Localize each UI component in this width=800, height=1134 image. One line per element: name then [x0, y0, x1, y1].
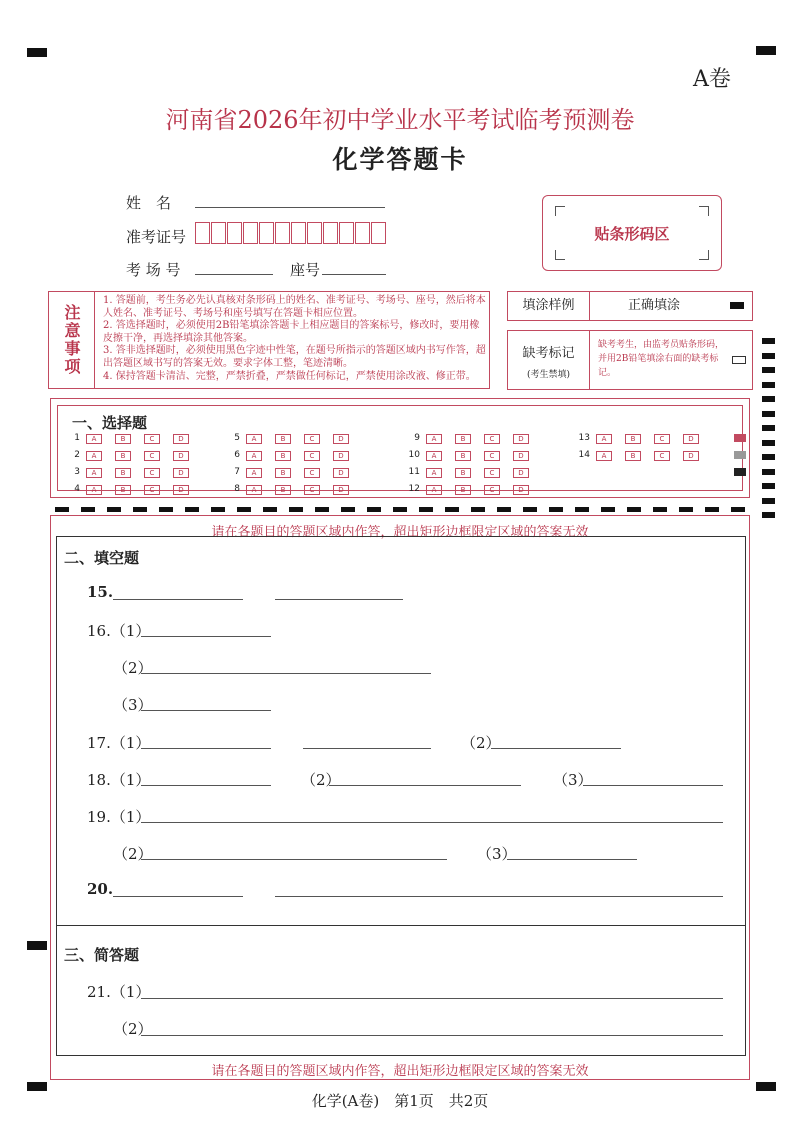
- mcq-question-number: 8: [234, 484, 240, 494]
- dash-mark: [393, 507, 407, 512]
- q20-label: 20.: [87, 880, 114, 898]
- dash-mark: [575, 507, 589, 512]
- dash-mark: [107, 507, 121, 512]
- q20-blank-1[interactable]: [113, 896, 243, 897]
- room-label: 考 场 号: [126, 261, 181, 279]
- dash-mark: [549, 507, 563, 512]
- mcq-option-bubble[interactable]: B: [625, 451, 641, 461]
- id-label: 准考证号: [126, 228, 187, 246]
- id-digit-box[interactable]: [259, 222, 274, 244]
- timing-mark: [762, 454, 775, 460]
- dash-mark: [445, 507, 459, 512]
- q17-1-blank-1[interactable]: [141, 748, 271, 749]
- timing-mark: [762, 425, 775, 431]
- notice-item: 3. 答非选择题时，必须使用黑色字迹中性笔，在题号所指示的答题区域内书写作答，超出答题区域书写的答案无效。要求字体工整，笔迹清晰。: [103, 345, 486, 369]
- mcq-option-bubble[interactable]: A: [426, 434, 442, 444]
- mcq-section: [50, 398, 750, 498]
- q18-1-label: 18.（1）: [87, 771, 151, 789]
- mcq-question-number: 11: [408, 467, 420, 477]
- mcq-option-bubble[interactable]: B: [275, 434, 291, 444]
- q18-2-blank[interactable]: [329, 785, 521, 786]
- notice-heading: 注意事项: [62, 304, 81, 376]
- mcq-option-bubble[interactable]: C: [144, 485, 160, 495]
- dash-mark: [133, 507, 147, 512]
- mcq-option-bubble[interactable]: C: [304, 451, 320, 461]
- mcq-option-bubble[interactable]: B: [455, 485, 471, 495]
- timing-mark: [762, 469, 775, 475]
- mcq-option-bubble[interactable]: B: [455, 451, 471, 461]
- fill-sample-label: 填涂样例: [508, 292, 590, 320]
- mcq-option-bubble[interactable]: B: [115, 468, 131, 478]
- mcq-option-bubble[interactable]: D: [513, 434, 529, 444]
- mcq-option-bubble[interactable]: A: [596, 434, 612, 444]
- mcq-question-number: 1: [74, 433, 80, 443]
- mcq-question-number: 6: [234, 450, 240, 460]
- mcq-option-bubble[interactable]: A: [426, 468, 442, 478]
- mcq-title: 一、选择题: [72, 414, 148, 432]
- dash-mark: [211, 507, 225, 512]
- mcq-option-bubble[interactable]: A: [86, 468, 102, 478]
- mcq-question-number: 5: [234, 433, 240, 443]
- mcq-option-bubble[interactable]: A: [246, 485, 262, 495]
- q18-2-label: （2）: [301, 771, 341, 789]
- q15-blank-2[interactable]: [275, 599, 403, 600]
- id-digit-box[interactable]: [323, 222, 338, 244]
- timing-mark: [762, 396, 775, 402]
- color-calibration-swatch: [734, 451, 746, 459]
- q16-3-blank[interactable]: [141, 710, 271, 711]
- dash-mark: [419, 507, 433, 512]
- dash-mark: [601, 507, 615, 512]
- warning-bottom: 请在各题目的答题区域内作答，超出矩形边框限定区域的答案无效: [211, 1064, 589, 1079]
- mcq-option-bubble[interactable]: B: [115, 434, 131, 444]
- name-label: 姓 名: [126, 194, 172, 212]
- mcq-question-number: 10: [408, 450, 420, 460]
- dash-mark: [705, 507, 719, 512]
- mcq-option-bubble[interactable]: D: [513, 485, 529, 495]
- mcq-option-bubble[interactable]: B: [115, 451, 131, 461]
- dash-mark: [263, 507, 277, 512]
- mcq-option-bubble[interactable]: A: [86, 485, 102, 495]
- page-footer: 化学(A卷) 第1页 共2页: [311, 1092, 489, 1110]
- q17-2-blank[interactable]: [491, 748, 621, 749]
- q15-label: 15.: [87, 583, 114, 601]
- name-field[interactable]: [195, 207, 385, 208]
- mcq-option-bubble[interactable]: C: [484, 485, 500, 495]
- mcq-option-bubble[interactable]: C: [144, 451, 160, 461]
- volume-label: A卷: [693, 67, 731, 92]
- absent-label: 缺考标记: [522, 346, 575, 361]
- q18-3-blank[interactable]: [583, 785, 723, 786]
- q16-1-blank[interactable]: [141, 636, 271, 637]
- dash-mark: [341, 507, 355, 512]
- mcq-option-bubble[interactable]: D: [173, 485, 189, 495]
- mcq-option-bubble[interactable]: A: [86, 434, 102, 444]
- q17-1-label: 17.（1）: [87, 734, 151, 752]
- mcq-question-number: 14: [578, 450, 590, 460]
- q16-2-blank[interactable]: [141, 673, 431, 674]
- color-calibration-swatch: [734, 468, 746, 476]
- mcq-question-number: 9: [414, 433, 420, 443]
- mcq-option-bubble[interactable]: C: [304, 468, 320, 478]
- timing-mark: [762, 382, 775, 388]
- q17-2-label: （2）: [461, 734, 501, 752]
- registration-mark: [27, 941, 47, 950]
- timing-mark: [762, 483, 775, 489]
- absent-checkbox[interactable]: [732, 356, 746, 364]
- q21-2-label: （2）: [113, 1020, 153, 1038]
- mcq-question-number: 4: [74, 484, 80, 494]
- absent-box: [507, 330, 753, 390]
- mcq-question-number: 7: [234, 467, 240, 477]
- mcq-option-bubble[interactable]: B: [275, 451, 291, 461]
- dash-mark: [159, 507, 173, 512]
- exam-title: 河南省2026年初中学业水平考试临考预测卷: [165, 106, 635, 134]
- mcq-option-bubble[interactable]: D: [173, 434, 189, 444]
- q21-1-label: 21.（1）: [87, 983, 151, 1001]
- mcq-option-bubble[interactable]: B: [455, 468, 471, 478]
- notice-item: 1. 答题前，考生务必先认真核对条形码上的姓名、准考证号、考场号、座号，然后将本人姓名、准考证号、考场号和座号填写在答题卡相应位置。: [103, 295, 486, 319]
- mcq-option-bubble[interactable]: C: [484, 468, 500, 478]
- dash-mark: [731, 507, 745, 512]
- dash-mark: [55, 507, 69, 512]
- q19-1-label: 19.（1）: [87, 808, 151, 826]
- id-digit-box[interactable]: [371, 222, 386, 244]
- id-digit-box[interactable]: [307, 222, 322, 244]
- q15-blank-1[interactable]: [113, 599, 243, 600]
- mcq-option-bubble[interactable]: C: [654, 451, 670, 461]
- id-digit-box[interactable]: [211, 222, 226, 244]
- mcq-option-bubble[interactable]: A: [246, 434, 262, 444]
- dash-mark: [471, 507, 485, 512]
- mcq-option-bubble[interactable]: D: [333, 451, 349, 461]
- notice-item: 4. 保持答题卡清洁、完整，严禁折叠，严禁做任何标记，严禁使用涂改液、修正带。: [103, 370, 476, 382]
- q19-3-blank[interactable]: [507, 859, 637, 860]
- fill-sample-value: 正确填涂: [628, 298, 681, 313]
- mcq-option-bubble[interactable]: C: [144, 468, 160, 478]
- mcq-option-bubble[interactable]: C: [304, 485, 320, 495]
- mcq-option-bubble[interactable]: C: [484, 434, 500, 444]
- id-digit-box[interactable]: [195, 222, 210, 244]
- id-digit-box[interactable]: [227, 222, 242, 244]
- q18-3-label: （3）: [553, 771, 593, 789]
- seat-field[interactable]: [322, 274, 386, 275]
- timing-mark: [762, 512, 775, 518]
- dash-mark: [237, 507, 251, 512]
- q16-1-label: 16.（1）: [87, 622, 151, 640]
- q19-2-blank[interactable]: [141, 859, 447, 860]
- warning-top: 请在各题目的答题区域内作答，超出矩形边框限定区域的答案无效: [211, 525, 589, 540]
- timing-mark: [762, 353, 775, 359]
- mcq-question-number: 3: [74, 467, 80, 477]
- mcq-option-bubble[interactable]: A: [246, 451, 262, 461]
- mcq-option-bubble[interactable]: D: [173, 468, 189, 478]
- room-field[interactable]: [195, 274, 273, 275]
- id-digit-box[interactable]: [355, 222, 370, 244]
- absent-sub: (考生禁填): [526, 370, 571, 380]
- q19-1-blank[interactable]: [141, 822, 723, 823]
- q16-3-label: （3）: [113, 696, 153, 714]
- timing-mark: [762, 411, 775, 417]
- mcq-option-bubble[interactable]: D: [513, 468, 529, 478]
- mcq-option-bubble[interactable]: B: [455, 434, 471, 444]
- mcq-option-bubble[interactable]: D: [683, 434, 699, 444]
- dash-mark: [653, 507, 667, 512]
- mcq-option-bubble[interactable]: B: [625, 434, 641, 444]
- mcq-option-bubble[interactable]: D: [683, 451, 699, 461]
- mcq-question-number: 13: [578, 433, 590, 443]
- q17-1-blank-2[interactable]: [303, 748, 431, 749]
- mcq-option-bubble[interactable]: A: [246, 468, 262, 478]
- registration-mark: [756, 46, 776, 55]
- short-answer-section: [56, 926, 746, 1056]
- short-answer-title: 三、简答题: [64, 946, 140, 964]
- dash-mark: [289, 507, 303, 512]
- mcq-option-bubble[interactable]: C: [304, 434, 320, 444]
- mcq-option-bubble[interactable]: D: [333, 434, 349, 444]
- barcode-label: 贴条形码区: [594, 225, 670, 243]
- mcq-option-bubble[interactable]: C: [144, 434, 160, 444]
- mcq-option-bubble[interactable]: B: [115, 485, 131, 495]
- mcq-option-bubble[interactable]: B: [275, 485, 291, 495]
- fill-in-title: 二、填空题: [64, 549, 140, 567]
- mcq-question-number: 12: [408, 484, 420, 494]
- registration-mark: [27, 48, 47, 57]
- barcode-area[interactable]: [542, 195, 722, 271]
- mcq-question-number: 2: [74, 450, 80, 460]
- dash-mark: [81, 507, 95, 512]
- mcq-option-bubble[interactable]: C: [654, 434, 670, 444]
- q18-1-blank[interactable]: [141, 785, 271, 786]
- id-digit-box[interactable]: [291, 222, 306, 244]
- timing-mark: [762, 498, 775, 504]
- mcq-option-bubble[interactable]: D: [513, 451, 529, 461]
- timing-mark: [762, 440, 775, 446]
- id-digit-box[interactable]: [243, 222, 258, 244]
- dash-mark: [679, 507, 693, 512]
- id-digit-box[interactable]: [339, 222, 354, 244]
- mcq-option-bubble[interactable]: A: [86, 451, 102, 461]
- mcq-option-bubble[interactable]: C: [484, 451, 500, 461]
- absent-text: 缺考考生，由监考员贴条形码，并用2B铅笔填涂右面的缺考标记。: [598, 340, 725, 378]
- mcq-option-bubble[interactable]: D: [333, 485, 349, 495]
- q21-2-blank[interactable]: [141, 1035, 723, 1036]
- mcq-option-bubble[interactable]: A: [426, 451, 442, 461]
- fill-sample-box: [507, 291, 753, 321]
- seat-label: 座号: [290, 261, 321, 279]
- q16-2-label: （2）: [113, 659, 153, 677]
- color-calibration-swatch: [734, 434, 746, 442]
- dash-mark: [497, 507, 511, 512]
- q21-1-blank[interactable]: [141, 998, 723, 999]
- dash-mark: [185, 507, 199, 512]
- id-digit-box[interactable]: [275, 222, 290, 244]
- dash-mark: [627, 507, 641, 512]
- notice-box: [48, 291, 490, 389]
- mcq-option-bubble[interactable]: B: [275, 468, 291, 478]
- q20-blank-2[interactable]: [275, 896, 723, 897]
- mcq-option-bubble[interactable]: D: [173, 451, 189, 461]
- filled-mark-icon: [730, 302, 744, 309]
- sheet-title: 化学答题卡: [332, 145, 468, 174]
- dash-mark: [315, 507, 329, 512]
- notice-item: 2. 答选择题时，必须使用2B铅笔填涂答题卡上相应题目的答案标号，修改时，要用橡皮擦干净，再选择填涂其他答案。: [103, 320, 480, 344]
- mcq-option-bubble[interactable]: A: [596, 451, 612, 461]
- mcq-option-bubble[interactable]: A: [426, 485, 442, 495]
- mcq-option-bubble[interactable]: D: [333, 468, 349, 478]
- timing-mark: [762, 338, 775, 344]
- timing-mark: [762, 367, 775, 373]
- q19-2-label: （2）: [113, 845, 153, 863]
- dash-mark: [523, 507, 537, 512]
- dash-mark: [367, 507, 381, 512]
- fill-in-section: [56, 536, 746, 926]
- q19-3-label: （3）: [477, 845, 517, 863]
